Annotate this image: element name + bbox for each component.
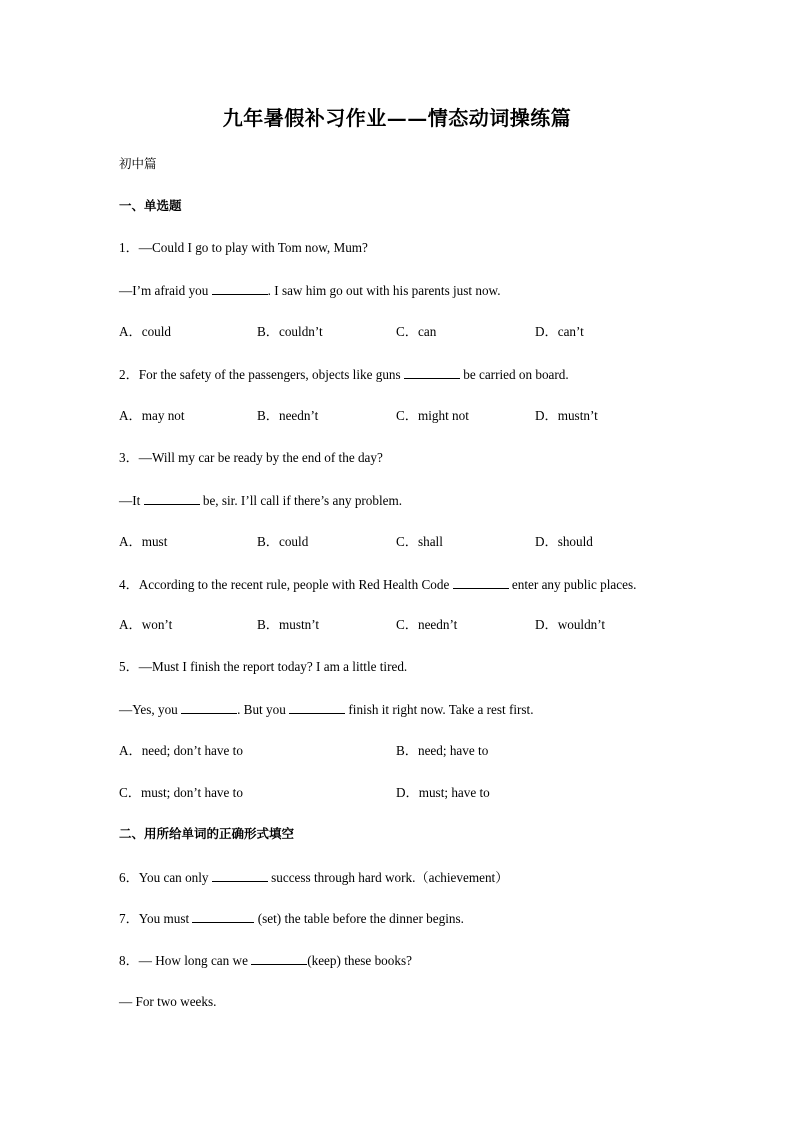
answer-blank[interactable] bbox=[251, 951, 307, 965]
question-3-reply bbox=[119, 491, 402, 510]
question-4-option-d[interactable]: D．wouldn’t bbox=[535, 617, 606, 632]
question-3-reply-text: be, sir. I’ll call if there’s any problem. bbox=[199, 493, 403, 508]
question-2-stem bbox=[119, 365, 569, 384]
question-1-reply-text: —I’m afraid you bbox=[119, 283, 212, 298]
question-2-text: be carried on board. bbox=[459, 367, 569, 382]
question-1-reply bbox=[119, 281, 501, 300]
question-2-option-c[interactable]: C．might not bbox=[396, 408, 469, 423]
question-6-text: 6．You can only bbox=[119, 870, 212, 885]
question-3-stem: 3．—Will my car be ready by the end of the day? bbox=[119, 450, 383, 465]
question-7-text: 7．You must bbox=[119, 911, 193, 926]
question-5-option-d[interactable]: D．must; have to bbox=[396, 785, 490, 800]
question-2-option-b[interactable]: B．needn’t bbox=[257, 408, 319, 423]
answer-blank[interactable] bbox=[181, 700, 237, 714]
question-5-reply-text: finish it right now. Take a rest first. bbox=[345, 702, 534, 717]
question-3-reply-text: —It bbox=[119, 493, 144, 508]
answer-blank[interactable] bbox=[144, 491, 200, 505]
answer-blank[interactable] bbox=[212, 868, 268, 882]
question-4-text: enter any public places. bbox=[508, 577, 637, 592]
question-5-reply-text: —Yes, you bbox=[119, 702, 182, 717]
question-8-text: (keep) these books? bbox=[307, 953, 412, 968]
question-5-option-b[interactable]: B．need; have to bbox=[396, 743, 489, 758]
question-8-reply: — For two weeks. bbox=[119, 994, 217, 1009]
question-5-option-a[interactable]: A．need; don’t have to bbox=[119, 743, 243, 758]
answer-blank[interactable] bbox=[212, 281, 268, 295]
question-5-option-c[interactable]: C．must; don’t have to bbox=[119, 785, 243, 800]
question-4-option-a[interactable]: A．won’t bbox=[119, 617, 173, 632]
question-3-option-b[interactable]: B．could bbox=[257, 534, 309, 549]
question-3-option-d[interactable]: D．should bbox=[535, 534, 593, 549]
level-label: 初中篇 bbox=[119, 156, 157, 171]
question-4-text: 4．According to the recent rule, people with Red Health Code bbox=[119, 577, 453, 592]
question-4-option-c[interactable]: C．needn’t bbox=[396, 617, 458, 632]
section-heading-word-forms: 二、用所给单词的正确形式填空 bbox=[119, 826, 295, 841]
question-4-option-b[interactable]: B．mustn’t bbox=[257, 617, 320, 632]
question-2-option-d[interactable]: D．mustn’t bbox=[535, 408, 598, 423]
question-6-text: success through hard work.（achievement） bbox=[267, 870, 509, 885]
question-8-stem bbox=[119, 951, 412, 970]
question-3-option-c[interactable]: C．shall bbox=[396, 534, 443, 549]
question-5-reply bbox=[119, 700, 534, 719]
question-1-reply-text: . I saw him go out with his parents just now. bbox=[267, 283, 501, 298]
question-3-option-a[interactable]: A．must bbox=[119, 534, 168, 549]
question-8-text: 8．— How long can we bbox=[119, 953, 252, 968]
question-1-stem: 1．—Could I go to play with Tom now, Mum? bbox=[119, 240, 368, 255]
question-5-reply-text: . But you bbox=[237, 702, 290, 717]
question-1-option-a[interactable]: A．could bbox=[119, 324, 172, 339]
question-7-text: (set) the table before the dinner begins. bbox=[254, 911, 464, 926]
question-1-option-b[interactable]: B．couldn’t bbox=[257, 324, 323, 339]
question-1-option-c[interactable]: C．can bbox=[396, 324, 437, 339]
question-2-text: 2．For the safety of the passengers, objects like guns bbox=[119, 367, 404, 382]
answer-blank[interactable] bbox=[289, 700, 345, 714]
question-1-option-d[interactable]: D．can’t bbox=[535, 324, 584, 339]
answer-blank[interactable] bbox=[192, 909, 254, 923]
question-5-stem: 5．—Must I finish the report today? I am a little tired. bbox=[119, 659, 408, 674]
question-2-option-a[interactable]: A．may not bbox=[119, 408, 185, 423]
section-heading-multiple-choice: 一、单选题 bbox=[119, 198, 182, 213]
question-7-stem bbox=[119, 909, 464, 928]
answer-blank[interactable] bbox=[453, 575, 509, 589]
page-title: 九年暑假补习作业——情态动词操练篇 bbox=[222, 106, 572, 130]
question-4-stem bbox=[119, 575, 636, 594]
question-6-stem bbox=[119, 868, 508, 887]
answer-blank[interactable] bbox=[404, 365, 460, 379]
